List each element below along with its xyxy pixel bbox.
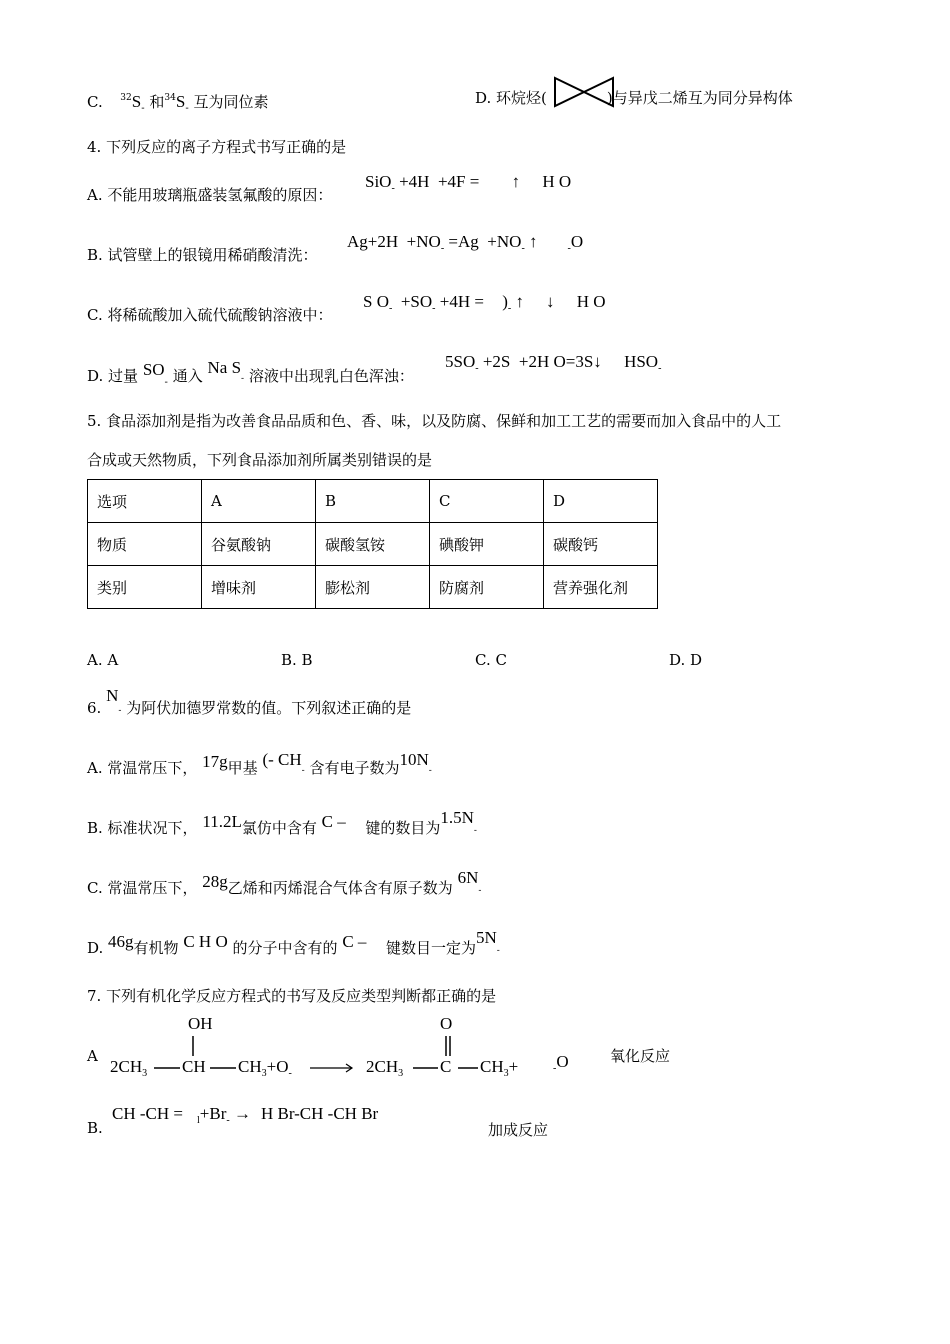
q6-option-a: A. 常温常压下， 17g甲基 (- CH- 含有电子数为10N- <box>87 750 432 777</box>
q5-option-b: B. B <box>281 651 313 669</box>
table-cell: 增味剂 <box>202 566 316 609</box>
q4-option-a: A. 不能用玻璃瓶盛装氢氟酸的原因： <box>87 186 333 204</box>
q4-option-b: B. 试管壁上的银镜用稀硝酸清洗： <box>87 246 318 264</box>
q5-stem-line2: 合成或天然物质，下列食品添加剂所属类别错误的是 <box>87 451 433 469</box>
q7-a-left-ch3: $2CH_3$ <box>110 1057 148 1079</box>
q7-a-water: $_-$O <box>553 1052 569 1074</box>
q7-option-b-letter: B. <box>87 1119 103 1137</box>
q7-a-product-ch3: $2CH_3$ <box>366 1057 404 1079</box>
table-cell: 碳酸氢铵 <box>316 523 430 566</box>
cyclobutane-structure-icon <box>553 76 615 108</box>
q6-stem: 6. N- 为阿伏加德罗常数的值。下列叙述正确的是 <box>87 686 412 717</box>
q6-option-d: D. 46g有机物 C H O 的分子中含有的 C – 键数目一定为5N- <box>87 928 500 957</box>
q7-a-reaction-type: 氧化反应 <box>610 1047 671 1065</box>
table-cell: 膨松剂 <box>316 566 430 609</box>
q7-a-oh: OH <box>188 1014 213 1033</box>
q7-a-product-ch3-2: $CH_3+$ <box>480 1057 519 1079</box>
q7-a-product-c: C <box>440 1057 452 1076</box>
q4-option-d: D. 过量 $SO_-$ 通入 Na S- 溶液中出现乳白色浑浊： <box>87 358 414 388</box>
q3-option-c: C. $^{32}S_-$ 和$^{34}S_-$ 互为同位素 <box>87 92 269 114</box>
q7-a-carbonyl-o: O <box>440 1014 453 1033</box>
q3-option-d: D. 环烷烃( )与异戊二烯互为同分异构体 <box>475 89 793 107</box>
q4-option-d-equation: $5SO_- +2S +2H$ O=3S↓ $HSO_-$ <box>445 352 662 374</box>
q7-b-reaction-type: 加成反应 <box>488 1121 549 1139</box>
q4-option-c: C. 将稀硫酸加入硫代硫酸钠溶液中： <box>87 306 333 324</box>
table-cell: A <box>202 480 316 523</box>
q7-stem: 7. 下列有机化学反应方程式的书写及反应类型判断都正确的是 <box>87 987 497 1005</box>
q5-option-a: A. A <box>87 651 119 669</box>
q4-option-a-equation: SiO$_-$ +4H +4F = ↑ H O <box>365 172 572 194</box>
table-cell: B <box>316 480 430 523</box>
table-cell: 碳酸钙 <box>544 523 658 566</box>
q6-option-c: C. 常温常压下， 28g乙烯和丙烯混合气体含有原子数为 6N- <box>87 868 482 897</box>
q6-option-b: B. 标准状况下， 11.2L氯仿中含有 C – 键的数目为1.5N- <box>87 808 477 837</box>
q7-option-a-letter: A <box>87 1047 98 1065</box>
q7-a-right-ch3: $CH_3+O_-$ <box>238 1057 292 1079</box>
food-additive-table <box>87 479 658 609</box>
table-row <box>88 480 658 523</box>
table-cell: 营养强化剂 <box>544 566 658 609</box>
q5-stem-line1: 5. 食品添加剂是指为改善食品品质和色、香、味，以及防腐、保鲜和加工工艺的需要而加入食品中的人工 <box>87 412 782 430</box>
table-cell: D <box>544 480 658 523</box>
table-row <box>88 523 658 566</box>
table-cell: C <box>430 480 544 523</box>
table-cell: 防腐剂 <box>430 566 544 609</box>
q5-option-c: C. C <box>475 651 507 669</box>
table-row <box>88 566 658 609</box>
q7-b-equation: CH $-CH = _l+Br_- \to H$ Br-CH -CH Br <box>112 1104 379 1126</box>
table-cell: 谷氨酸钠 <box>202 523 316 566</box>
q4-option-c-equation: S $O_- +SO_- +4H = )_-$ ↑ ↓ H O <box>363 292 606 314</box>
q5-option-d: D. D <box>669 651 703 669</box>
table-cell: 选项 <box>88 480 202 523</box>
table-cell: 物质 <box>88 523 202 566</box>
q4-stem: 4. 下列反应的离子方程式书写正确的是 <box>87 138 347 156</box>
q7-a-ch: CH <box>182 1057 206 1076</box>
table-cell: 类别 <box>88 566 202 609</box>
q4-option-b-equation: $Ag+2H +NO_- =Ag +NO_-$ ↑ $_-$O <box>347 232 584 254</box>
table-cell: 碘酸钾 <box>430 523 544 566</box>
